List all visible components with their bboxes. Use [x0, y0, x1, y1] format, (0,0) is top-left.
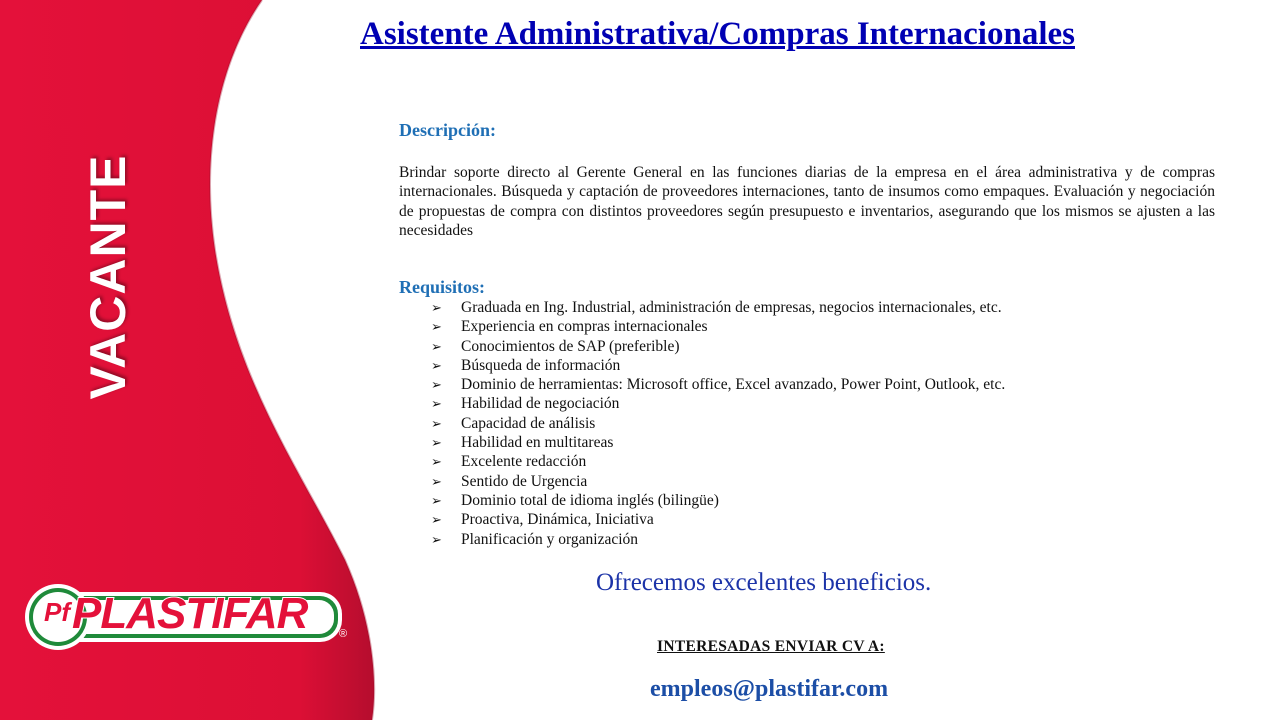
- requirement-item: [431, 472, 1005, 491]
- requirement-item: [431, 375, 1005, 394]
- requirement-item: [431, 452, 1005, 471]
- requirement-text: Proactiva, Dinámica, Iniciativa: [461, 511, 654, 529]
- arrow-bullet-icon: ➢: [431, 397, 442, 413]
- requirement-item: [431, 337, 1005, 356]
- vacante-vertical-label: VACANTE: [80, 154, 136, 400]
- arrow-bullet-icon: ➢: [431, 339, 442, 355]
- requirement-text: Búsqueda de información: [461, 356, 621, 374]
- requirement-text: Dominio de herramientas: Microsoft office, Excel avanzado, Power Point, Outlook, etc.: [461, 376, 1006, 394]
- arrow-bullet-icon: ➢: [431, 416, 442, 432]
- requirement-item: [431, 317, 1005, 336]
- arrow-bullet-icon: ➢: [431, 513, 442, 529]
- description-heading: Descripción:: [399, 120, 496, 140]
- arrow-bullet-icon: ➢: [431, 493, 442, 509]
- requirement-text: Graduada en Ing. Industrial, administración de empresas, negocios internacionales, etc.: [461, 299, 1002, 316]
- requirement-text: Planificación y organización: [461, 530, 639, 548]
- requirement-item: [431, 414, 1005, 433]
- arrow-bullet-icon: ➢: [431, 474, 442, 490]
- arrow-bullet-icon: ➢: [431, 378, 442, 394]
- requirement-item: [431, 491, 1005, 510]
- requirement-item: [431, 530, 1005, 549]
- logo-wordmark: PLASTIFAR: [72, 589, 308, 638]
- benefits-text: Ofrecemos excelentes beneficios.: [596, 569, 932, 596]
- requirements-heading: Requisitos:: [399, 277, 486, 297]
- logo-badge-text: Pf: [44, 597, 70, 627]
- job-title: Asistente Administrativa/Compras Internacionales: [360, 16, 1075, 52]
- registered-mark: ®: [339, 628, 348, 640]
- arrow-bullet-icon: ➢: [431, 358, 442, 374]
- contact-email[interactable]: empleos@plastifar.com: [650, 676, 889, 702]
- requirement-item: [431, 298, 1005, 317]
- requirement-item: [431, 394, 1005, 413]
- requirement-text: Dominio total de idioma inglés (bilingüe): [461, 491, 719, 509]
- description-text: Brindar soporte directo al Gerente General en las funciones diarias de la empresa en el área administrativa y de compras internacionales. Búsqueda y captación de proveedores internaciones, tanto de insumos como empaques. Evaluación y negociación de propuestas de compra con distintos proveedores según presupuesto e inventarios, asegurando que los mismos se ajusten a las necesidades: [399, 164, 1215, 239]
- requirement-text: Excelente redacción: [461, 453, 587, 471]
- requirements-list: [431, 298, 1005, 549]
- requirement-item: [431, 510, 1005, 529]
- requirement-text: Experiencia en compras internacionales: [461, 318, 708, 336]
- requirement-text: Sentido de Urgencia: [461, 472, 588, 490]
- arrow-bullet-icon: ➢: [431, 301, 442, 316]
- send-cv-label: INTERESADAS ENVIAR CV A:: [657, 638, 885, 655]
- requirement-text: Habilidad en multitareas: [461, 434, 614, 452]
- arrow-bullet-icon: ➢: [431, 320, 442, 336]
- requirement-text: Habilidad de negociación: [461, 395, 620, 413]
- requirement-item: [431, 433, 1005, 452]
- arrow-bullet-icon: ➢: [431, 455, 442, 471]
- requirement-item: [431, 356, 1005, 375]
- requirement-text: Conocimientos de SAP (preferible): [461, 337, 680, 355]
- requirement-text: Capacidad de análisis: [461, 414, 596, 432]
- arrow-bullet-icon: ➢: [431, 532, 442, 548]
- arrow-bullet-icon: ➢: [431, 436, 442, 452]
